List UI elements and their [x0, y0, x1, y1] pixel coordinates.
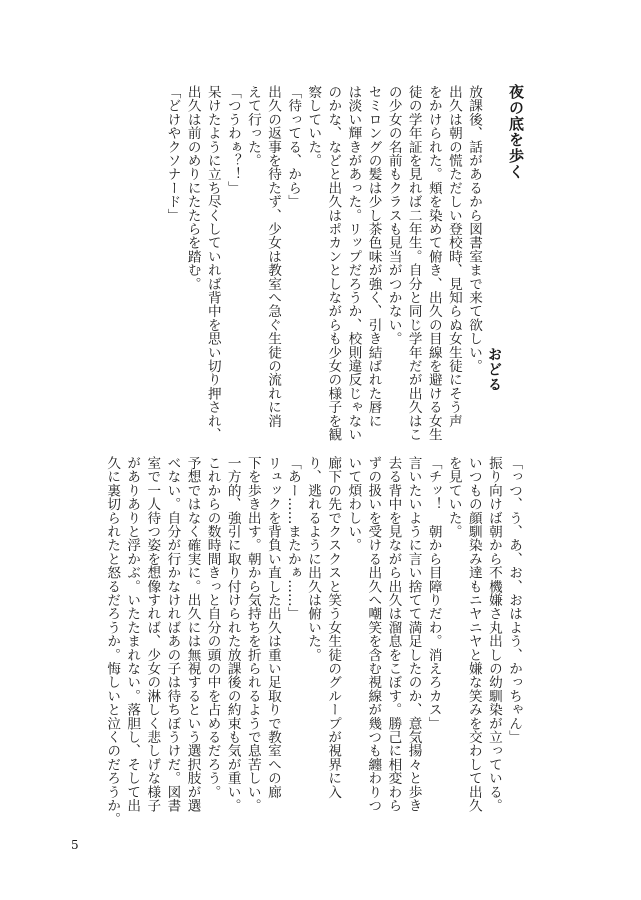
text-line: リュックを背負い直した出久は重い足取りで教室への廊 [264, 456, 281, 799]
text-line: り、逃れるように出久は俯いた。 [305, 456, 322, 662]
text-line: 久に裏切られたと怒るだろうか。悔しいと泣くのだろうか。 [104, 456, 121, 826]
text-line: いて煩わしい。 [345, 456, 362, 552]
text-line: は淡い輝きがあった。リップだろうか、校則違反じゃない [345, 85, 362, 442]
text-line: 下を歩き出す。朝から気持ちを折られるようで息苦しい。 [244, 456, 261, 813]
text-line: 廊下の先でクスクスと笑う女生徒のグループが視界に入 [325, 456, 342, 799]
text-line: 「どけやクソナード」 [164, 85, 181, 222]
text-line: のかな、などと出久はポカンとしながらも少女の様子を観 [325, 85, 342, 442]
text-line: の少女の名前もクラスも見当がつかない。 [385, 85, 402, 346]
text-line: 「待ってる、から」 [285, 85, 302, 209]
lower-text-block [78, 456, 520, 846]
text-line: 一方的、強引に取り付けられた放課後の約束も気が重い。 [224, 456, 241, 813]
text-line: 「あー……またかぁ……」 [284, 456, 301, 621]
story-title: 夜の底を歩く [507, 84, 525, 180]
text-line: 出久の返事を待たず、少女は教室へ急ぐ生徒の流れに消 [265, 85, 282, 428]
text-line: 「っつ、う、あ、お、おはよう、かっちゃん」 [506, 456, 522, 744]
text-line: 呆けたように立ち尽くしていれば背中を思い切り押され、 [204, 85, 221, 442]
text-line: ずの扱いを受ける出久へ嘲笑を含む視線が幾つも纏わりつ [365, 456, 382, 813]
text-line: 「つうわぁ？！」 [224, 85, 241, 195]
text-line: 去る背中を見ながら出久は溜息をこぼす。勝己に相変わら [385, 456, 402, 813]
text-line: 出久は前のめりにたたらを踏む。 [184, 85, 201, 291]
text-line: を見ていた。 [445, 456, 462, 539]
text-line: 「チッ！ 朝から目障りだわ。消えろカス」 [425, 456, 442, 730]
author-name: おどる [486, 347, 502, 392]
text-line: がありありと浮かぶ。いたたまれない。落胆し、そして出 [124, 456, 141, 813]
text-line: これからの数時間きっと自分の頭の中を占めるだろう。 [204, 456, 221, 799]
text-line: 放課後、話があるから図書室まで来て欲しい。 [466, 85, 482, 373]
text-line: セミロングの髪は少し茶色味が強く、引き結ばれた唇に [365, 85, 382, 428]
text-line: 出久は朝の慌ただしい登校時、見知らぬ女生徒にそう声 [445, 85, 462, 428]
text-line: 予想ではなく確実に。出久には無視するという選択肢が選 [184, 456, 201, 813]
text-line: 振り向けば朝から不機嫌さ丸出しの幼馴染が立っている。 [485, 456, 502, 813]
text-line: べない。自分が行かなければあの子は待ちぼうけだ。図書 [164, 456, 181, 813]
page-number: 5 [71, 838, 79, 852]
upper-text-block [78, 85, 482, 442]
text-line: いつもの顔馴染み達もニヤニヤと嫌な笑みを交わして出久 [465, 456, 482, 813]
text-line: をかけられた。頬を染めて俯き、出久の目線を避ける女生 [425, 85, 442, 442]
text-line: 室で一人待つ姿を想像すれば、少女の淋しく悲しげな様子 [144, 456, 161, 813]
text-line: 察していた。 [305, 85, 322, 168]
text-line: 言いたいように言い捨てて満足したのか、意気揚々と歩き [405, 456, 422, 813]
text-line: えて行った。 [244, 85, 261, 168]
text-line: 徒の学年証を見れば二年生。自分と同じ学年だが出久はこ [405, 85, 422, 442]
